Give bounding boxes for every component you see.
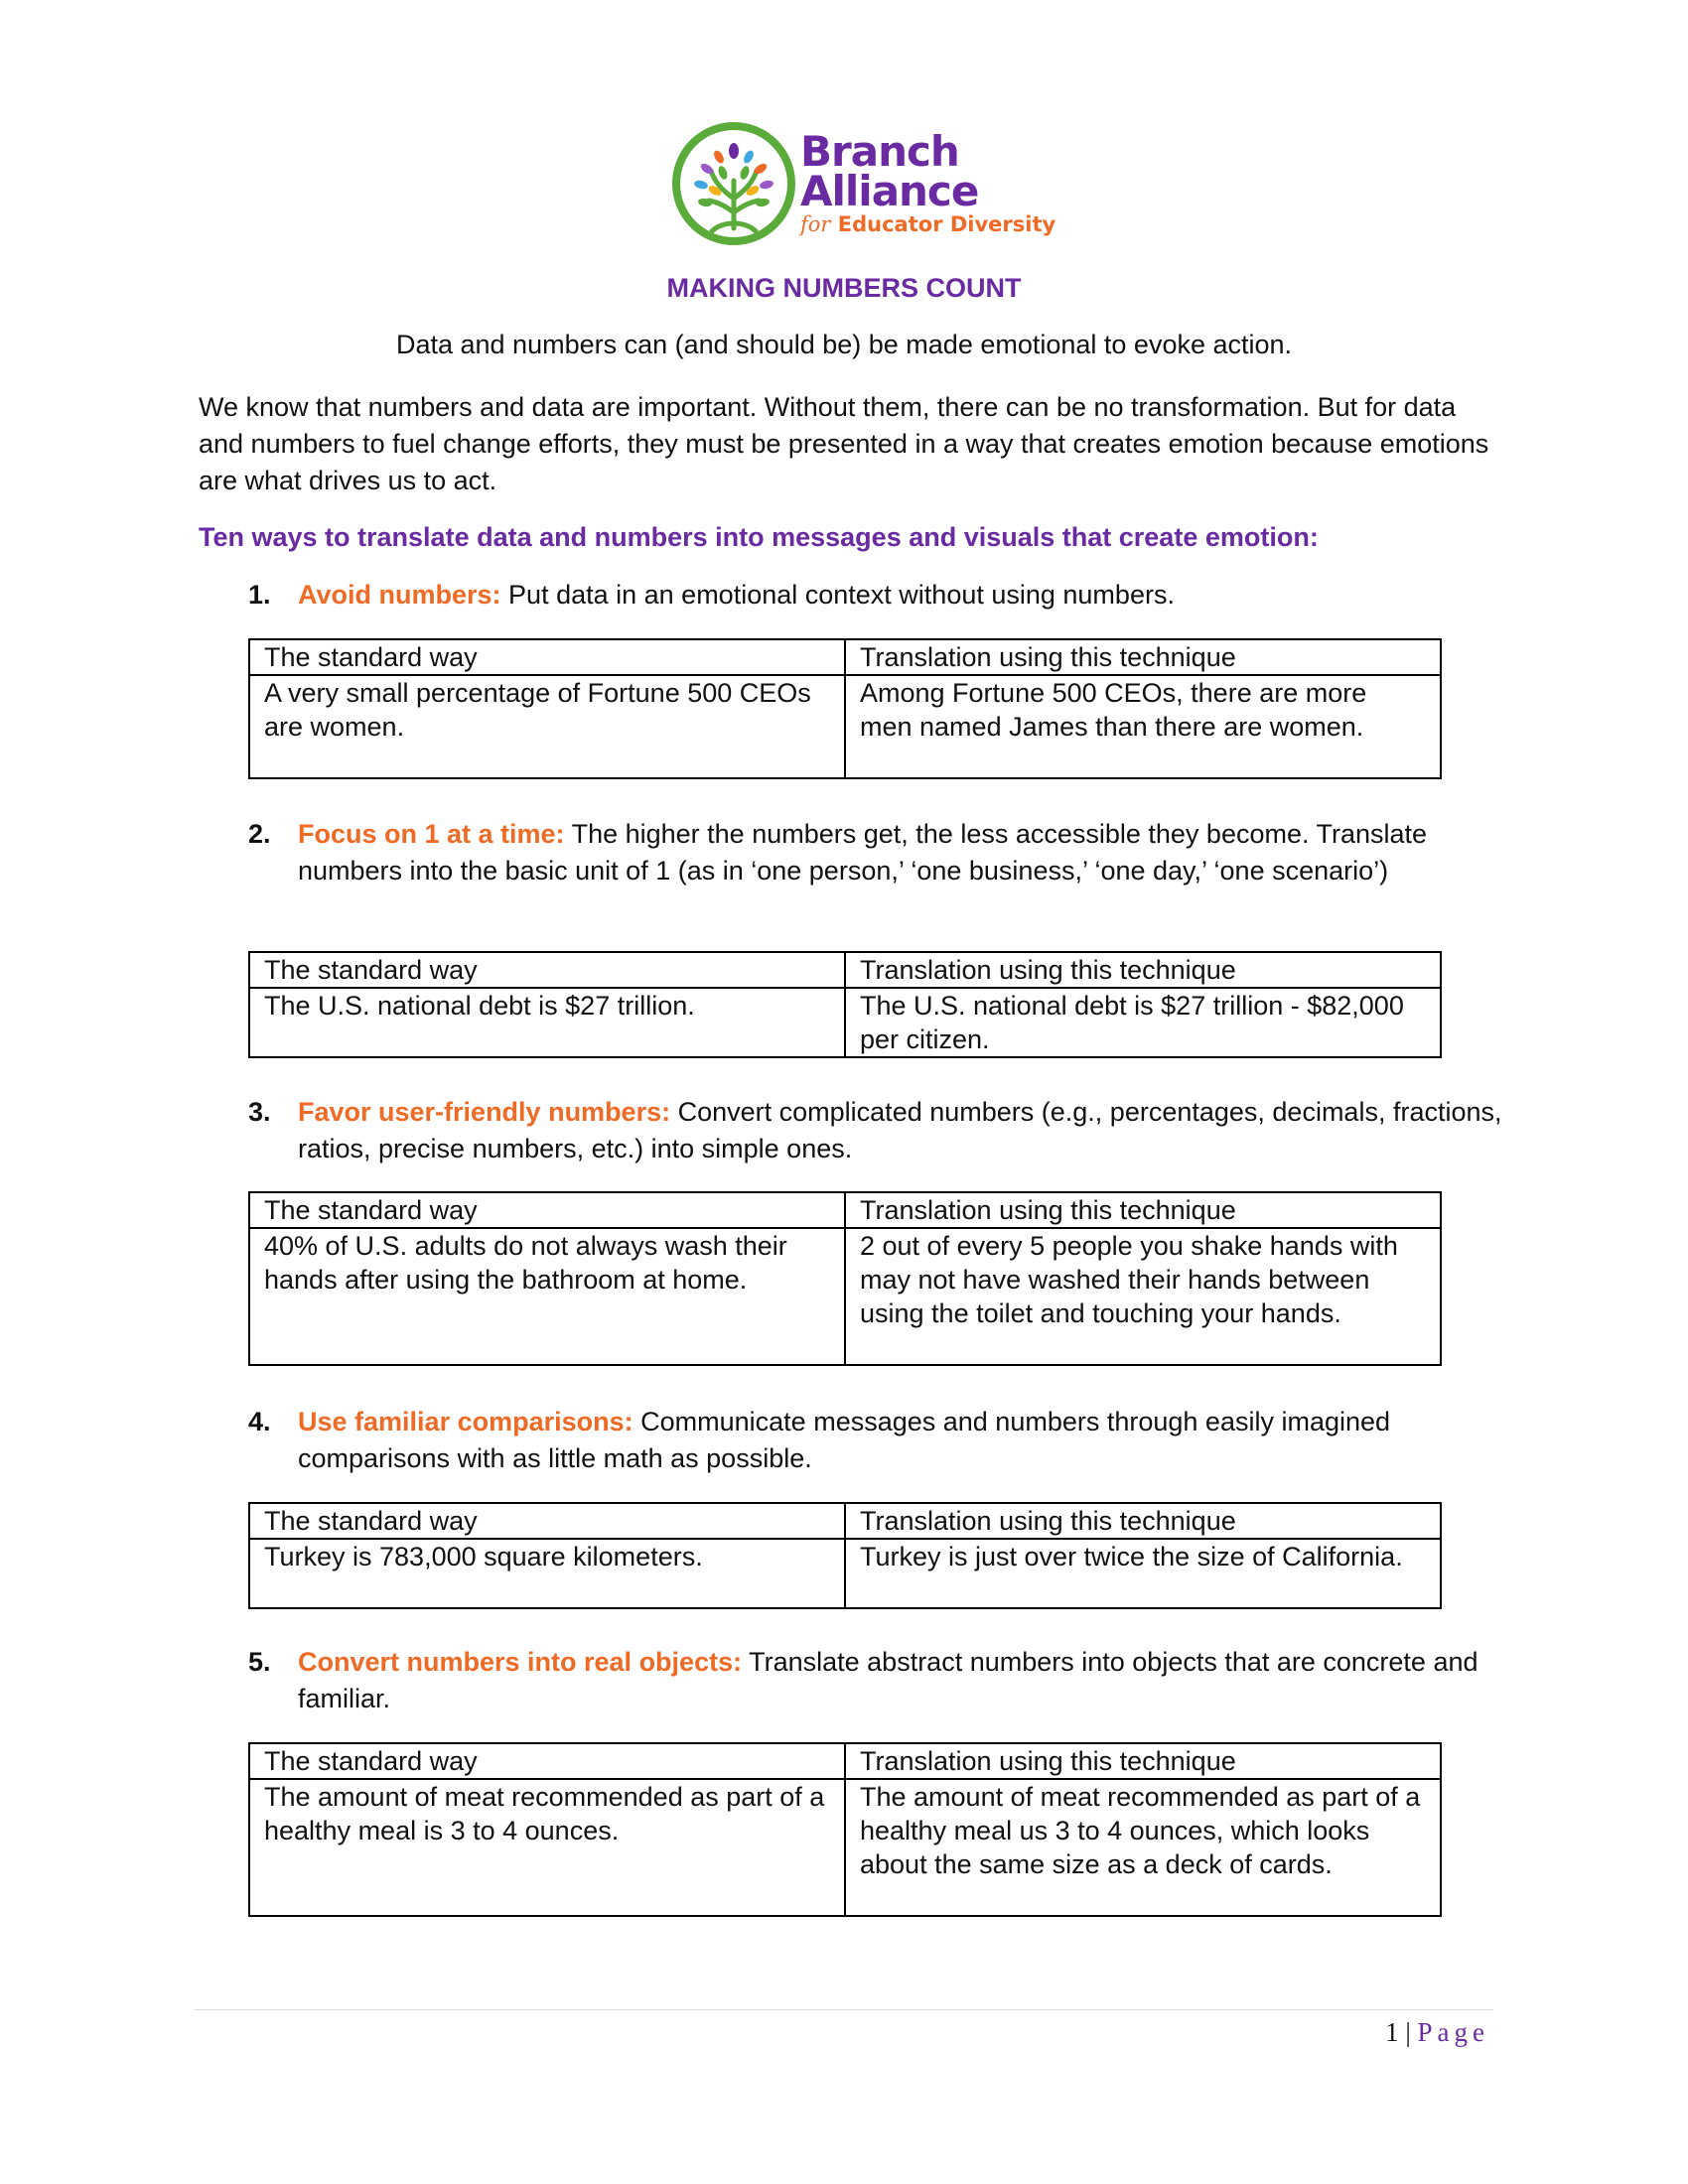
list-item-text: Translate abstract numbers into objects that are concrete and familiar. [298, 1647, 1478, 1713]
list-item [248, 1404, 1509, 1477]
list-item [248, 577, 1509, 614]
list-item-number: 1. [248, 580, 271, 610]
page-title: MAKING NUMBERS COUNT [666, 273, 1022, 303]
table-cell-standard: 40% of U.S. adults do not always wash their hands after using the bathroom at home. [249, 1228, 845, 1365]
logo-tagline-for: for [800, 212, 831, 236]
table-header-translation: Translation using this technique [845, 1743, 1441, 1779]
list-item-text: Put data in an emotional context without using numbers. [508, 580, 1175, 610]
table-header-standard: The standard way [249, 1503, 845, 1539]
list-item-number: 4. [248, 1407, 271, 1436]
table-header-standard: The standard way [249, 639, 845, 675]
table-header-row [249, 1743, 1441, 1779]
logo-tagline [800, 212, 1055, 236]
subtitle: Data and numbers can (and should be) be made emotional to evoke action. [395, 330, 1293, 359]
table-cell-translation: The U.S. national debt is $27 trillion - $82,000 per citizen. [845, 988, 1441, 1057]
table-header-translation: Translation using this technique [845, 1503, 1441, 1539]
logo-wordmark-branch: Branch [800, 127, 959, 176]
table-row [249, 675, 1441, 778]
list-item-number: 3. [248, 1097, 271, 1127]
table-row [249, 988, 1441, 1057]
table-row [249, 1228, 1441, 1365]
list-item-keyword: Avoid numbers: [298, 580, 501, 610]
list-item-keyword: Use familiar comparisons: [298, 1407, 633, 1436]
comparison-table [248, 638, 1442, 779]
list-item-text: Convert complicated numbers (e.g., percentages, decimals, fractions, ratios, precise numbers, etc.) into simple ones. [298, 1097, 1502, 1163]
comparison-table [248, 1742, 1442, 1917]
comparison-table [248, 1191, 1442, 1366]
list-item-text: Communicate messages and numbers through easily imagined comparisons with as little math as possible. [298, 1407, 1391, 1473]
logo-wordmark-alliance: Alliance [800, 167, 979, 215]
list-item-number: 5. [248, 1647, 271, 1677]
list-item [248, 816, 1509, 889]
list-heading: Ten ways to translate data and numbers into messages and visuals that create emotion: [199, 522, 1319, 552]
intro-paragraph: We know that numbers and data are important. Without them, there can be no transformation. But for data and numbers to fuel change efforts, they must be presented in a way that creates emotion because emotions are what drives us to act. [199, 392, 1489, 495]
comparison-table [248, 1502, 1442, 1609]
logo-tagline-text: Educator Diversity [837, 212, 1056, 236]
table-header-translation: Translation using this technique [845, 1192, 1441, 1228]
table-header-row [249, 1192, 1441, 1228]
footer-divider [195, 2009, 1493, 2010]
list-item [248, 1644, 1509, 1717]
list-item-keyword: Focus on 1 at a time: [298, 819, 565, 849]
table-row [249, 1779, 1441, 1916]
table-header-row [249, 952, 1441, 988]
page-number: 1 [1385, 2017, 1399, 2047]
table-header-standard: The standard way [249, 952, 845, 988]
table-cell-standard: The amount of meat recommended as part of a healthy meal is 3 to 4 ounces. [249, 1779, 845, 1916]
table-cell-standard: A very small percentage of Fortune 500 CEOs are women. [249, 675, 845, 778]
list-item-keyword: Convert numbers into real objects: [298, 1647, 743, 1677]
list-item-keyword: Favor user-friendly numbers: [298, 1097, 671, 1127]
table-header-standard: The standard way [249, 1192, 845, 1228]
table-header-translation: Translation using this technique [845, 952, 1441, 988]
table-row [249, 1539, 1441, 1608]
table-cell-standard: Turkey is 783,000 square kilometers. [249, 1539, 845, 1608]
table-header-row [249, 639, 1441, 675]
table-cell-standard: The U.S. national debt is $27 trillion. [249, 988, 845, 1057]
comparison-table [248, 951, 1442, 1058]
list-item-text: The higher the numbers get, the less accessible they become. Translate numbers into the basic unit of 1 (as in ‘one person,’ ‘one business,’ ‘one day,’ ‘one scenario’) [298, 819, 1428, 886]
list-item [248, 1094, 1509, 1167]
table-cell-translation: The amount of meat recommended as part of a healthy meal us 3 to 4 ounces, which looks about the same size as a deck of cards. [845, 1779, 1441, 1916]
table-header-translation: Translation using this technique [845, 639, 1441, 675]
list-item-number: 2. [248, 819, 271, 849]
page-footer [1350, 2017, 1489, 2048]
table-cell-translation: Among Fortune 500 CEOs, there are more men named James than there are women. [845, 675, 1441, 778]
table-cell-translation: 2 out of every 5 people you shake hands with may not have washed their hands between using the toilet and touching your hands. [845, 1228, 1441, 1365]
table-header-standard: The standard way [249, 1743, 845, 1779]
page-separator: | [1405, 2017, 1411, 2047]
branch-alliance-logo [671, 121, 800, 250]
page-label: Page [1417, 2017, 1489, 2047]
table-header-row [249, 1503, 1441, 1539]
table-cell-translation: Turkey is just over twice the size of California. [845, 1539, 1441, 1608]
